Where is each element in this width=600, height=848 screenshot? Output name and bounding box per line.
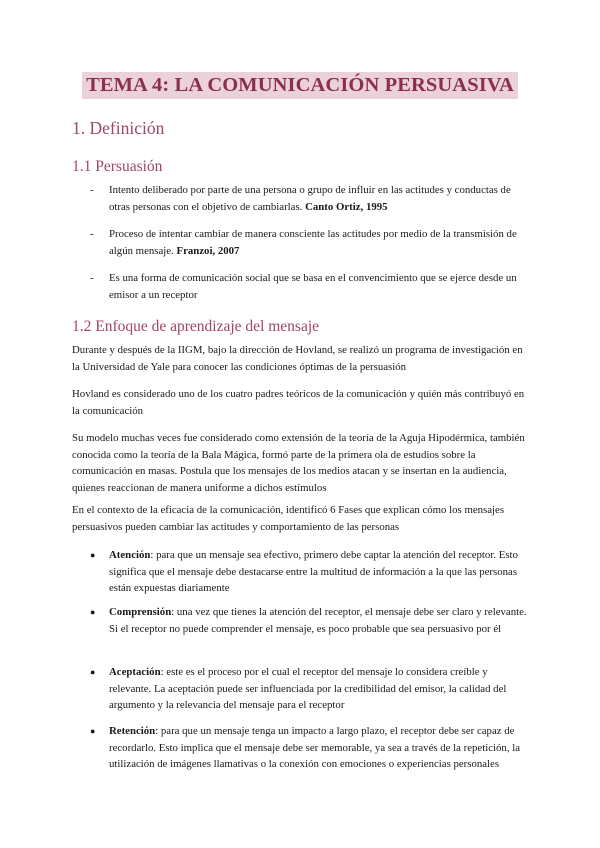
phase-text: : para que un mensaje tenga un impacto a largo plazo, el receptor debe ser capaz de recordarlo. Esto implica que el mensaje debe ser memorable, ya sea a través de la repetición, la utilización de imágenes llamativas o la conexión con emociones o experiencias personales	[109, 725, 520, 770]
bullet-icon: ●	[90, 550, 96, 560]
dash-item-2	[90, 226, 530, 259]
subsection-heading-persuasion: 1.1 Persuasión	[72, 158, 163, 175]
phase-text: : este es el proceso por el cual el receptor del mensaje lo considera creíble y relevante. La aceptación puede ser influenciada por la credibilidad del emisor, la calidad del argumento y la relevancia del mensaje para el receptor	[109, 666, 507, 711]
phase-item-comprension	[90, 604, 530, 637]
bullet-icon: ●	[90, 607, 96, 617]
phase-item-atencion	[90, 547, 530, 597]
phase-term: Aceptación	[109, 666, 161, 678]
phase-item-retencion	[90, 723, 530, 773]
paragraph-2: Hovland es considerado uno de los cuatro padres teóricos de la comunicación y quién más contribuyó en la comunicación	[72, 388, 525, 417]
document-title: TEMA 4: LA COMUNICACIÓN PERSUASIVA	[82, 72, 518, 99]
bullet-icon: ●	[90, 726, 96, 736]
phase-item-aceptacion	[90, 664, 530, 714]
phase-term: Retención	[109, 725, 156, 737]
dash-item-1	[90, 182, 530, 215]
phase-text: : una vez que tienes la atención del receptor, el mensaje debe ser claro y relevante. Si el receptor no puede comprender el mensaje, es poco probable que sea persuasivo por él	[109, 606, 527, 635]
title-wrap	[0, 72, 600, 99]
item-text: Intento deliberado por parte de una persona o grupo de influir en las actitudes y conductas de otras personas con el objetivo de cambiarlas.	[109, 184, 511, 213]
item-text: Proceso de intentar cambiar de manera consciente las actitudes por medio de la transmisión de algún mensaje.	[109, 228, 517, 257]
citation: Canto Ortiz, 1995	[305, 200, 388, 213]
paragraph-3: Su modelo muchas veces fue considerado como extensión de la teoría de la Aguja Hipodérmica, también conocida como la teoría de la Bala Mágica, formó parte de la primera ola de estudios sobre la comunicación en masas. Postula que los mensajes de los medios atacan y se insertan en la audiencia, quienes reaccionan de manera uniforme a dichos estímulos	[72, 432, 525, 494]
phase-term: Atención	[109, 549, 151, 561]
dash-item-3	[90, 270, 530, 303]
citation: Franzoi, 2007	[176, 244, 240, 257]
phase-text: : para que un mensaje sea efectivo, primero debe captar la atención del receptor. Esto significa que el mensaje debe destacarse entre la multitud de información a la que las personas están expuestas diariamente	[109, 549, 518, 594]
subsection-heading-enfoque: 1.2 Enfoque de aprendizaje del mensaje	[72, 318, 320, 335]
bullet-icon: ●	[90, 667, 96, 677]
item-text: Es una forma de comunicación social que se basa en el convencimiento que se ejerce desde un emisor a un receptor	[109, 272, 517, 301]
dash-marker: -	[90, 228, 94, 240]
paragraph-1: Durante y después de la IIGM, bajo la dirección de Hovland, se realizó un programa de investigación en la Universidad de Yale para conocer las condiciones óptimas de la persuasión	[72, 344, 523, 373]
dash-marker: -	[90, 272, 94, 284]
section-heading-definicion: 1. Definición	[72, 118, 165, 138]
phase-term: Comprensión	[109, 606, 172, 618]
dash-marker: -	[90, 184, 94, 196]
paragraph-4: En el contexto de la eficacia de la comunicación, identificó 6 Fases que explican cómo los mensajes persuasivos pueden cambiar las actitudes y comportamiento de las personas	[72, 504, 505, 533]
